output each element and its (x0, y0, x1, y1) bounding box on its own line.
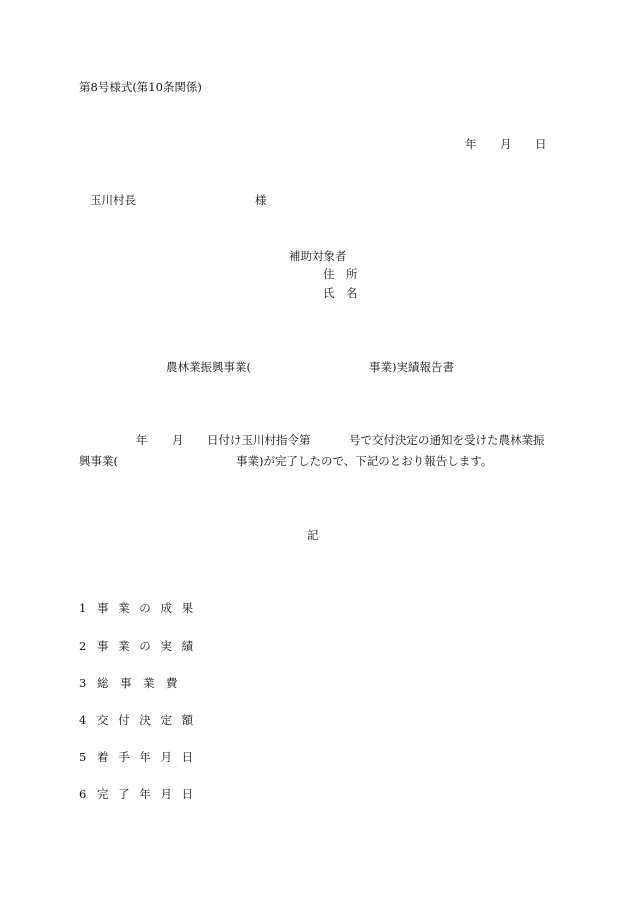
addressee-name: 玉川村長 (90, 193, 136, 207)
body-year-label: 年 (136, 433, 148, 447)
ki-heading: 記 (307, 528, 319, 542)
item-number: 4 (79, 713, 87, 727)
item-label: 交 付 決 定 額 (97, 713, 194, 727)
title-prefix: 農林業振興事業( (166, 360, 251, 374)
title-suffix: 事業)実績報告書 (369, 360, 454, 374)
item-label: 総 事 業 費 (97, 676, 178, 690)
body-month-label: 月 (172, 433, 184, 447)
item-number: 6 (79, 787, 87, 801)
item-number: 5 (79, 750, 87, 764)
item-label: 完 了 年 月 日 (97, 787, 194, 801)
item-number: 1 (79, 601, 87, 615)
body-line2-part2: 事業)が完了したので、下記のとおり報告します。 (236, 454, 493, 468)
name-label: 氏 名 (323, 286, 358, 300)
body-line2-part1: 興事業( (79, 454, 118, 468)
date-month-label: 月 (500, 137, 512, 151)
addressee-honorific: 様 (255, 193, 267, 207)
item-label: 事 業 の 実 績 (97, 639, 194, 653)
body-line1-part2: 号で交付決定の通知を受けた農林業振 (349, 433, 545, 447)
item-label: 事 業 の 成 果 (97, 601, 194, 615)
item-label: 着 手 年 月 日 (97, 750, 194, 764)
date-year-label: 年 (465, 137, 477, 151)
item-number: 2 (79, 639, 87, 653)
item-number: 3 (79, 676, 87, 690)
form-number: 第8号様式(第10条関係) (79, 80, 202, 94)
address-label: 住 所 (323, 267, 358, 281)
date-day-label: 日 (535, 137, 547, 151)
applicant-role: 補助対象者 (289, 249, 347, 263)
body-line1-part1: 日付け玉川村指令第 (207, 433, 311, 447)
